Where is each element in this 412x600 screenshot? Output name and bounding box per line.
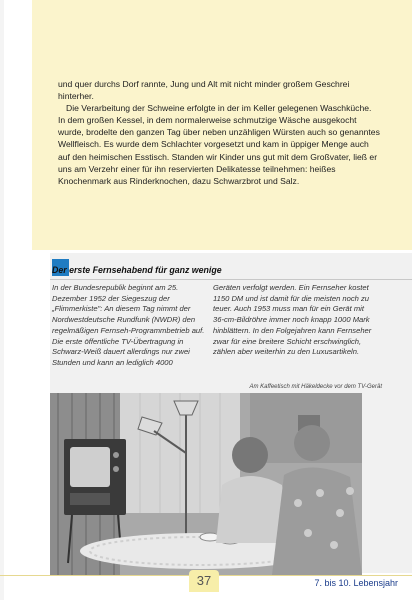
section-divider (50, 279, 412, 280)
section-title: Der erste Fernsehabend für ganz wenige (52, 265, 222, 275)
photo-illustration (50, 393, 362, 575)
intro-continuation-line: und quer durchs Dorf rannte, Jung und Alt mit nicht minder großem Geschrei hinterher. (58, 79, 350, 102)
chapter-label: 7. bis 10. Lebensjahr (314, 578, 398, 588)
page-left-edge (0, 0, 4, 600)
historic-photo (50, 393, 362, 575)
intro-text (58, 78, 380, 187)
photo-caption: Am Kaffeetisch mit Häkeldecke vor dem TV-Gerät (249, 384, 382, 390)
page-number: 37 (189, 570, 219, 592)
section-left-column: In der Bundesrepublik beginnt am 25. Dezember 1952 der Siegeszug der „Flimmerkiste": An diesem Tag nimmt der Nordwestdeutsche Rundfunk (NWDR) den regelmäßigen Fernseh-Programmbetrieb auf. Die erste öffentliche TV-Übertragung in Schwarz-Weiß dauert allerdings nur zwei Stunden und kann an lediglich 4000 (52, 283, 205, 367)
section-right-column: Geräten verfolgt werden. Ein Fernseher kostet 1150 DM und ist damit für die meisten noch zu teuer. Auch 1953 muss man für ein Gerät mit 36-cm-Bildröhre immer noch knapp 1000 Mark hinblättern. In den Folgejahren kann Fernseher zwar für eine breitere Schicht erschwinglich, zählen aber weiterhin zu den Luxusartikeln. (213, 283, 372, 357)
intro-paragraph: Die Verarbeitung der Schweine erfolgte in der im Keller gelegenen Waschküche. In dem großen Kessel, in dem normalerweise schmutzige Wäsche ausgekocht wurde, brodelte den ganzen Tag über neben unzähligen Würsten auch so genanntes Wellfleisch. Es wurde dem Schlachter vorgesetzt und kam in üppiger Menge auch auf den heimischen Esstisch. Standen wir Kinder uns gut mit dem Großvater, ließ er uns am Verzehr einer für ihn reservierten Delikatesse teilnehmen: heißes Knochenmark aus Rinderknochen, dazu Schwarzbrot und Salz. (58, 103, 380, 186)
